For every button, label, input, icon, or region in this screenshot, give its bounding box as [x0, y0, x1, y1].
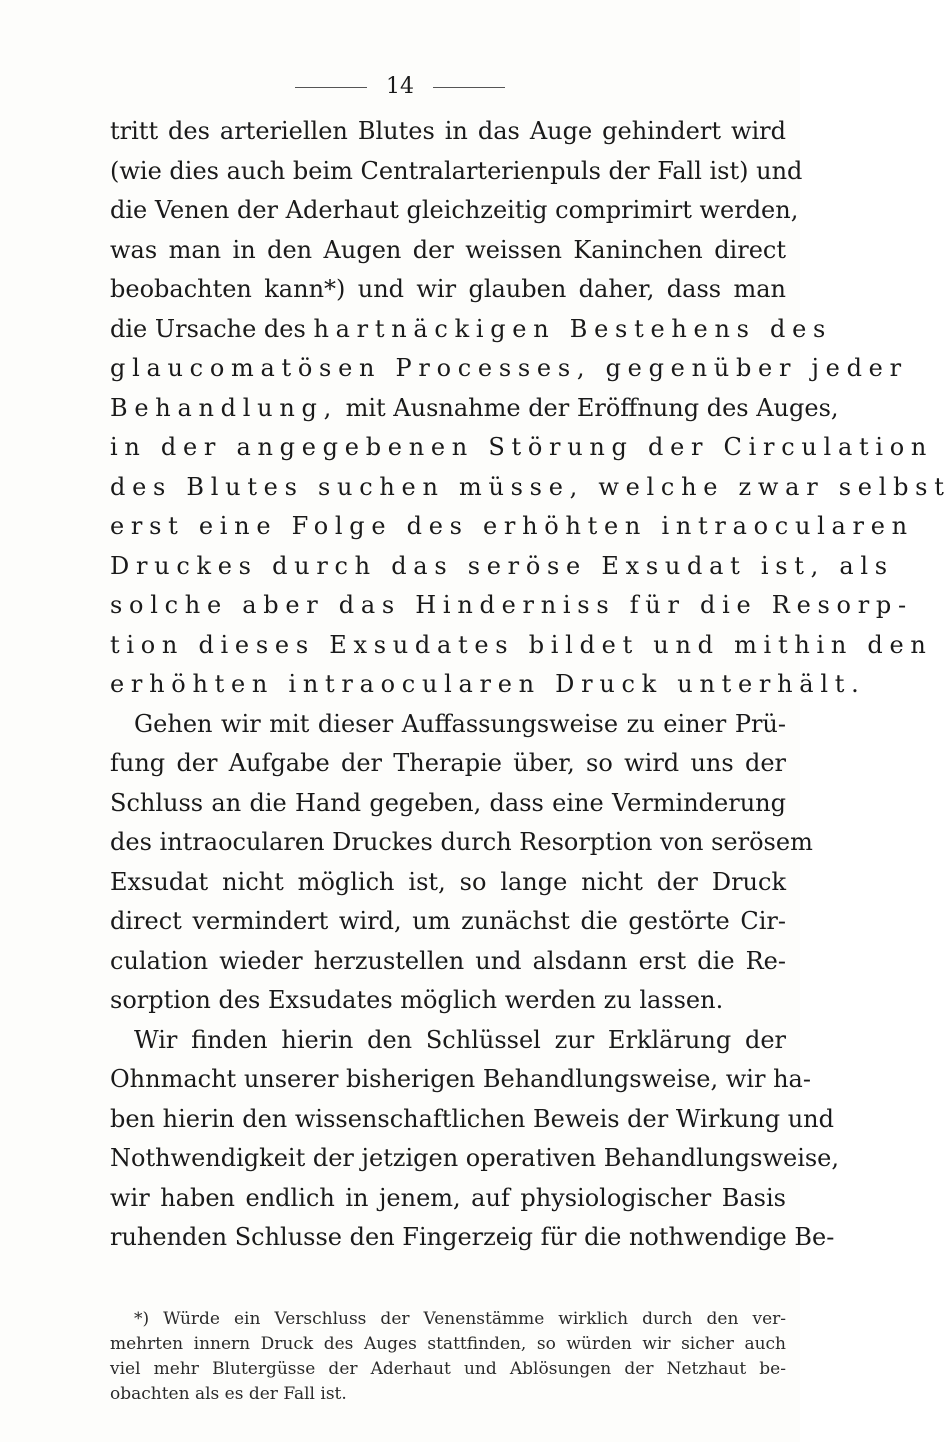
text-line-mixed [110, 389, 839, 429]
text-line: (wie dies auch beim Centralarterienpuls der Fall ist) und [110, 156, 803, 185]
text-line: was man in den Augen der weissen Kaninchen direct [110, 235, 786, 264]
text-line-mixed [110, 310, 833, 350]
text-line-emphasis: erst eine Folge des erhöhten intraocularen [110, 512, 914, 540]
text-line: Schluss an die Hand gegeben, dass eine Verminderung [110, 788, 786, 817]
footnote [110, 1307, 786, 1407]
text-segment-emphasis: Behandlung, [110, 393, 338, 422]
text-line: direct vermindert wird, um zunächst die gestörte Cir- [110, 907, 786, 935]
text-line: culation wieder herzustellen und alsdann erst die Re- [110, 946, 786, 975]
main-text [110, 112, 951, 1258]
paragraph-start: Gehen wir mit dieser Auffassungsweise zu einer Prü- [134, 709, 786, 738]
footnote-line: obachten als es der Fall ist. [110, 1384, 347, 1404]
text-line: die Venen der Aderhaut gleichzeitig comprimirt werden, [110, 196, 799, 224]
text-line: fung der Aufgabe der Therapie über, so wird uns der [110, 749, 786, 777]
footnote-line: mehrten innern Druck des Auges stattfinden, so würden wir sicher auch [110, 1334, 786, 1354]
text-line: Nothwendigkeit der jetzigen operativen Behandlungsweise, [110, 1144, 840, 1172]
text-line: beobachten kann*) und wir glauben daher, dass man [110, 275, 786, 303]
footnote-line: viel mehr Blutergüsse der Aderhaut und Ablösungen der Netzhaut be- [110, 1359, 786, 1379]
text-line-emphasis: glaucomatösen Processes, gegenüber jeder [110, 354, 908, 382]
text-line: Ohnmacht unserer bisherigen Behandlungsweise, wir ha- [110, 1065, 811, 1093]
page-number: 14 [386, 74, 414, 99]
text-line: des intraocularen Druckes durch Resorption von serösem [110, 828, 813, 856]
paragraph-start: Wir finden hierin den Schlüssel zur Erklärung der [134, 1025, 786, 1054]
text-line-emphasis: Druckes durch das seröse Exsudat ist, als [110, 551, 894, 580]
text-line: sorption des Exsudates möglich werden zu lassen. [110, 986, 724, 1014]
text-segment: die Ursache des [110, 314, 314, 343]
header-rule-left [295, 87, 367, 88]
text-segment-emphasis: hartnäckigen Bestehens des [313, 314, 833, 343]
text-line: ruhenden Schlusse den Fingerzeig für die nothwendige Be- [110, 1223, 835, 1251]
text-line: Exsudat nicht möglich ist, so lange nicht der Druck [110, 867, 786, 896]
text-line: tritt des arteriellen Blutes in das Auge gehindert wird [110, 117, 786, 145]
text-line: ben hierin den wissenschaftlichen Beweis der Wirkung und [110, 1104, 834, 1133]
footnote-line: *) Würde ein Verschluss der Venenstämme wirklich durch den ver- [134, 1309, 786, 1329]
text-line-emphasis: solche aber das Hinderniss für die Resorp- [110, 591, 913, 619]
text-segment: mit Ausnahme der Eröffnung des Auges, [337, 393, 839, 422]
text-line-emphasis: tion dieses Exsudates bildet und mithin den [110, 630, 933, 659]
text-line-emphasis: in der angegebenen Störung der Circulation [110, 433, 934, 461]
text-line: wir haben endlich in jenem, auf physiologischer Basis [110, 1183, 786, 1212]
header-rule-right [433, 87, 505, 88]
page-header [0, 74, 800, 100]
text-line-emphasis: erhöhten intraocularen Druck unterhält. [110, 670, 866, 698]
text-line-emphasis: des Blutes suchen müsse, welche zwar selbst [110, 472, 951, 501]
